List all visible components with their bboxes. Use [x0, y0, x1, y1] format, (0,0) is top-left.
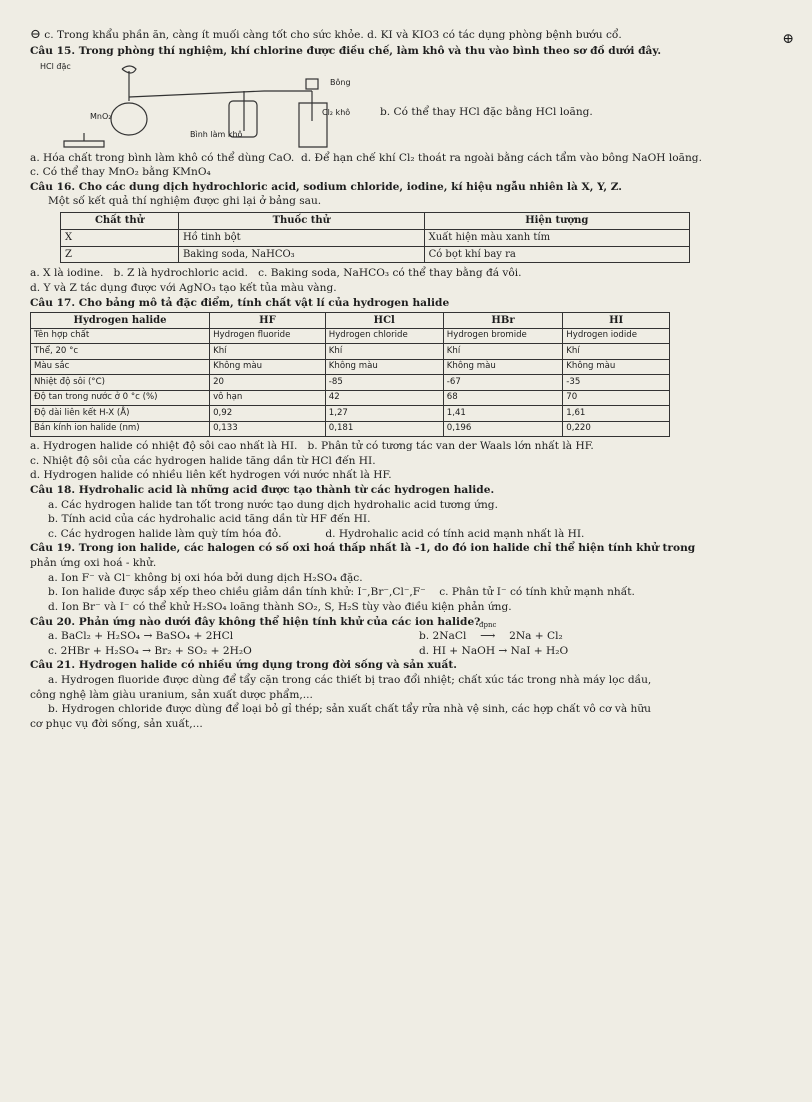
table-row	[31, 406, 670, 422]
q21-option-a-1: a. Hydrogen fluoride được dùng để tẩy cặn trong các thiết bị trao đổi nhiệt; chất xúc tác trong nhà máy lọc dầu,	[48, 673, 652, 686]
q17-header-cell: HCl	[325, 313, 443, 329]
table-cell: 0,92	[210, 406, 326, 422]
q19-option-d: d. Ion Br⁻ và I⁻ có thể khử H₂SO₄ loãng thành SO₂, S, H₂S tùy vào điều kiện phản ứng.	[48, 600, 512, 613]
table-cell: Nhiệt độ sôi (°C)	[31, 375, 210, 391]
table-cell: Hồ tinh bột	[178, 229, 424, 246]
table-cell: Khí	[563, 344, 670, 360]
table-cell: Xuất hiện màu xanh tím	[424, 229, 689, 246]
table-cell: Thể, 20 °c	[31, 344, 210, 360]
q16-option-a: a. X là iodine.	[30, 267, 104, 280]
question-15: Câu 15. Trong phòng thí nghiệm, khí chlorine được điều chế, làm khô và thu vào bình theo sơ đồ dưới đây.	[30, 44, 662, 57]
flask-shape	[111, 103, 147, 135]
q16-header-row	[61, 212, 690, 229]
table-row	[31, 375, 670, 391]
table-cell: Z	[61, 246, 179, 263]
table-cell: Màu sắc	[31, 359, 210, 375]
q17-header-cell: HI	[563, 313, 670, 329]
label-cotton: Bông	[330, 77, 351, 87]
table-cell: Hydrogen bromide	[443, 328, 563, 344]
q18-options-cd	[30, 527, 790, 542]
q18-option-b: b. Tính acid của các hydrohalic acid tăng dần từ HF đến HI.	[48, 513, 371, 526]
table-cell: Bán kính ion halide (nm)	[31, 421, 210, 437]
table-cell: -35	[563, 375, 670, 391]
q19-intro2: phản ứng oxi hoá - khử.	[30, 557, 157, 570]
q21-option-b-1: b. Hydrogen chloride được dùng để loại bỏ gỉ thép; sản xuất chất tẩy rửa nhà vệ sinh, các hợp chất vô cơ và hữu	[48, 703, 651, 716]
table-cell: -85	[325, 375, 443, 391]
q20-option-b	[419, 621, 790, 644]
table-row	[31, 359, 670, 375]
q17-option-d: d. Hydrogen halide có nhiều liên kết hydrogen với nước nhất là HF.	[30, 469, 392, 482]
label-cl2-dry: Cl₂ khô	[322, 107, 351, 117]
table-cell: Không màu	[325, 359, 443, 375]
q19-options-bc	[30, 585, 790, 600]
q18-option-d: d. Hydrohalic acid có tính acid mạnh nhất là HI.	[325, 527, 585, 540]
q17-header-cell: HF	[210, 313, 326, 329]
q20-option-d: d. HI + NaOH → NaI + H₂O	[419, 644, 569, 657]
q15-options-a-d	[30, 151, 790, 166]
q17-header-row	[31, 313, 670, 329]
reaction-arrow-icon: đpnc ⟶	[470, 629, 506, 644]
q21-option-a-2: công nghệ làm giàu uranium, sản xuất dược phẩm,...	[30, 688, 313, 701]
table-cell: 70	[563, 390, 670, 406]
q18-option-c: c. Các hydrogen halide làm quỳ tím hóa đỏ.	[48, 527, 282, 540]
question-21: Câu 21. Hydrogen halide có nhiều ứng dụng trong đời sống và sản xuất.	[30, 659, 457, 672]
q15-option-d: d. Để hạn chế khí Cl₂ thoát ra ngoài bằng cách tẩm vào bông NaOH loãng.	[301, 151, 702, 164]
table-row	[31, 421, 670, 437]
q15-option-a: a. Hóa chất trong bình làm khô có thể dùng CaO.	[30, 151, 295, 164]
q16-option-b: b. Z là hydrochloric acid.	[113, 267, 248, 280]
table-cell: Độ tan trong nước ở 0 °c (%)	[31, 390, 210, 406]
table-cell: X	[61, 229, 179, 246]
q20-option-b-left: b. 2NaCl	[419, 630, 467, 643]
table-cell: Khí	[210, 344, 326, 360]
q16-header-cell: Chất thử	[61, 212, 179, 229]
table-row	[61, 246, 690, 263]
table-cell: Có bọt khí bay ra	[424, 246, 689, 263]
apparatus-diagram	[30, 61, 790, 151]
question-17: Câu 17. Cho bảng mô tả đặc điểm, tính chất vật lí của hydrogen halide	[30, 296, 450, 309]
table-row	[31, 344, 670, 360]
q17-option-a: a. Hydrogen halide có nhiệt độ sôi cao nhất là HI.	[30, 440, 298, 453]
q16-options-abc	[30, 266, 790, 281]
q18-option-a: a. Các hydrogen halide tan tốt trong nước tạo dung dịch hydrohalic acid tương ứng.	[48, 498, 498, 511]
table-cell: 0,133	[210, 421, 326, 437]
q16-option-c: c. Baking soda, NaHCO₃ có thể thay bằng đá vôi.	[258, 267, 522, 280]
q19-option-a: a. Ion F⁻ và Cl⁻ không bị oxi hóa bởi dung dịch H₂SO₄ đặc.	[48, 571, 363, 584]
q17-option-b: b. Phân tử có tương tác van der Waals lớn nhất là HF.	[307, 440, 594, 453]
question-16: Câu 16. Cho các dung dịch hydrochloric acid, sodium chloride, iodine, kí hiệu ngẫu nhiên là X, Y, Z.	[30, 180, 622, 193]
q20-option-b-condition: đpnc	[479, 621, 497, 630]
worksheet-page	[30, 26, 790, 731]
circle-mark-icon: ⊖	[30, 27, 41, 42]
table-cell: Không màu	[210, 359, 326, 375]
table-cell: 1,27	[325, 406, 443, 422]
label-mno2: MnO₂	[90, 111, 112, 121]
q17-header-cell: HBr	[443, 313, 563, 329]
q20-row-2	[30, 644, 790, 659]
table-cell: vô hạn	[210, 390, 326, 406]
q20-option-b-right: 2Na + Cl₂	[509, 630, 563, 643]
question-19: Câu 19. Trong ion halide, các halogen có số oxi hoá thấp nhất là -1, do đó ion halide chỉ thể hiện tính khử trong	[30, 542, 696, 555]
table-cell: 68	[443, 390, 563, 406]
margin-check-icon: ⊕	[782, 31, 794, 47]
table-cell: Hydrogen chloride	[325, 328, 443, 344]
q17-option-c: c. Nhiệt độ sôi của các hydrogen halide tăng dần từ HCl đến HI.	[30, 454, 376, 467]
table-cell: 20	[210, 375, 326, 391]
table-cell: 1,41	[443, 406, 563, 422]
table-cell: Hydrogen fluoride	[210, 328, 326, 344]
table-row	[31, 390, 670, 406]
table-cell: Khí	[325, 344, 443, 360]
q16-intro2: Một số kết quả thí nghiệm được ghi lại ở bảng sau.	[48, 195, 322, 208]
q20-option-a: a. BaCl₂ + H₂SO₄ → BaSO₄ + 2HCl	[48, 630, 234, 643]
label-hcl: HCl đặc	[40, 61, 71, 71]
q16-header-cell: Hiện tượng	[424, 212, 689, 229]
table-cell: 0,181	[325, 421, 443, 437]
label-drying-bottle: Bình làm khô	[190, 129, 243, 139]
cotton-plug	[306, 79, 318, 89]
q16-option-d: d. Y và Z tác dụng được với AgNO₃ tạo kết tủa màu vàng.	[30, 281, 337, 294]
question-20: Câu 20. Phản ứng nào dưới đây không thể hiện tính khử của các ion halide?	[30, 615, 481, 628]
q16-table	[60, 212, 690, 263]
table-cell: -67	[443, 375, 563, 391]
q15-option-c: c. Có thể thay MnO₂ bằng KMnO₄	[30, 166, 211, 179]
table-cell: Baking soda, NaHCO₃	[178, 246, 424, 263]
q19-option-b: b. Ion halide được sắp xếp theo chiều giảm dần tính khử: I⁻,Br⁻,Cl⁻,F⁻	[48, 586, 426, 599]
table-cell: 0,196	[443, 421, 563, 437]
q17-table	[30, 312, 670, 437]
table-cell: 0,220	[563, 421, 670, 437]
table-cell: Độ dài liên kết H-X (Å)	[31, 406, 210, 422]
table-cell: 1,61	[563, 406, 670, 422]
line-q14-options: ⊖ c. Trong khẩu phần ăn, càng ít muối càng tốt cho sức khỏe. d. KI và KIO3 có tác dụng phòng bệnh bướu cổ.	[30, 27, 622, 42]
q21-option-b-2: cơ phục vụ đời sống, sản xuất,...	[30, 717, 203, 730]
q20-option-c: c. 2HBr + H₂SO₄ → Br₂ + SO₂ + 2H₂O	[48, 644, 252, 657]
table-cell: 42	[325, 390, 443, 406]
question-18: Câu 18. Hydrohalic acid là những acid được tạo thành từ các hydrogen halide.	[30, 484, 495, 497]
table-cell: Không màu	[563, 359, 670, 375]
table-cell: Hydrogen iodide	[563, 328, 670, 344]
q15-option-c-q16-intro	[30, 165, 790, 180]
q17-options-ab	[30, 439, 790, 454]
q16-header-cell: Thuốc thử	[178, 212, 424, 229]
table-cell: Tên hợp chất	[31, 328, 210, 344]
table-cell: Không màu	[443, 359, 563, 375]
table-cell: Khí	[443, 344, 563, 360]
q17-header-cell: Hydrogen halide	[31, 313, 210, 329]
q19-option-c: c. Phân tử I⁻ có tính khử mạnh nhất.	[439, 586, 635, 599]
q15-option-b: b. Có thể thay HCl đặc bằng HCl loãng.	[380, 105, 593, 118]
table-row	[31, 328, 670, 344]
table-row	[61, 229, 690, 246]
burner-base	[64, 141, 104, 147]
